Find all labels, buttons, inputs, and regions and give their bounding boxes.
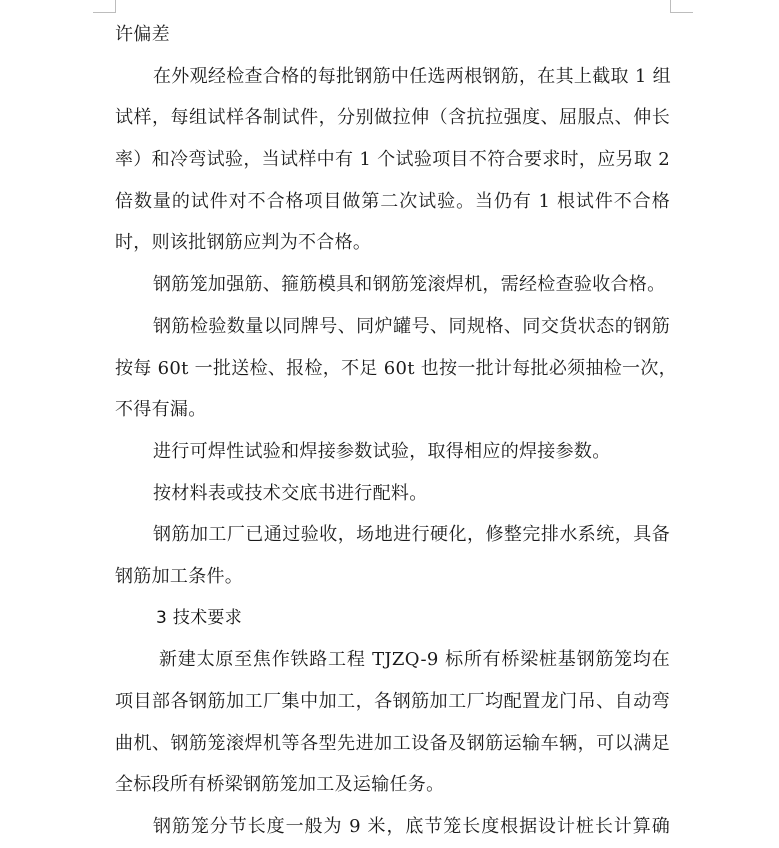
paragraph-first-line: 进行可焊性试验和焊接参数试验，取得相应的焊接参数。 <box>153 440 611 462</box>
text-line: 全标段所有桥梁钢筋笼加工及运输任务。 <box>115 774 445 796</box>
paragraph-first-line: 按材料表或技术交底书进行配料。 <box>153 482 428 504</box>
page-corner-mark-right <box>670 0 693 13</box>
text-line: 试样，每组试样各制试件，分别做拉伸（含抗拉强度、屈服点、伸长 <box>115 107 670 129</box>
paragraph-first-line: 钢筋加工厂已通过验收，场地进行硬化，修整完排水系统，具备 <box>153 524 670 546</box>
page-corner-mark-left <box>93 0 116 13</box>
document-body <box>115 14 677 848</box>
text-line: 按每 60t 一批送检、报检，不足 60t 也按一批计每批必须抽检一次， <box>115 357 677 379</box>
text-line: 时，则该批钢筋应判为不合格。 <box>115 232 372 254</box>
section-heading: 3 技术要求 <box>156 607 243 628</box>
text-line: 曲机、钢筋笼滚焊机等各型先进加工设备及钢筋运输车辆，可以满足 <box>115 732 670 754</box>
text-line: 项目部各钢筋加工厂集中加工，各钢筋加工厂均配置龙门吊、自动弯 <box>115 691 670 712</box>
paragraph-first-line: 新建太原至焦作铁路工程 TJZQ-9 标所有桥梁桩基钢筋笼均在 <box>159 649 670 671</box>
paragraph-first-line: 在外观经检查合格的每批钢筋中任选两根钢筋，在其上截取 1 组 <box>153 65 671 87</box>
text-line: 率）和冷弯试验，当试样中有 1 个试验项目不符合要求时，应另取 2 <box>115 149 670 171</box>
text-line: 许偏差 <box>115 24 170 45</box>
paragraph-first-line: 钢筋检验数量以同牌号、同炉罐号、同规格、同交货状态的钢筋 <box>153 315 670 337</box>
text-line: 钢筋加工条件。 <box>115 565 244 587</box>
paragraph-first-line: 钢筋笼分节长度一般为 9 米，底节笼长度根据设计桩长计算确 <box>153 816 670 838</box>
text-line: 不得有漏。 <box>115 399 207 421</box>
text-line: 倍数量的试件对不合格项目做第二次试验。当仍有 1 根试件不合格 <box>115 190 670 212</box>
paragraph-first-line: 钢筋笼加强筋、箍筋模具和钢筋笼滚焊机，需经检查验收合格。 <box>153 274 666 296</box>
